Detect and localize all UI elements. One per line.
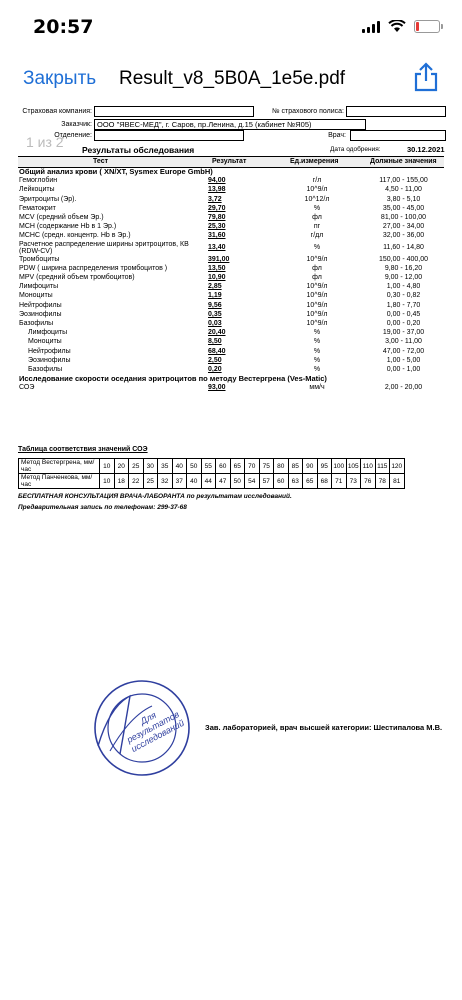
result-value: 0,03 [208, 320, 222, 328]
esr-value: 65 [230, 459, 245, 474]
test-name: MCV (средний объем Эр.) [19, 214, 104, 222]
esr-value: 90 [303, 459, 318, 474]
customer-field: ООО "ЯВЕС-МЕД", г. Саров, пр.Ленина, д.15 (кабинет №Я05) [94, 119, 366, 130]
esr-value: 55 [201, 459, 216, 474]
reference-cell: 1,80 - 7,70 [386, 301, 421, 309]
table-row [18, 231, 444, 240]
unit-cell: г/дл [310, 232, 324, 240]
esr-conversion-table [18, 458, 405, 489]
esr-value: 40 [187, 474, 202, 489]
reference-cell: 9,80 - 16,20 [384, 264, 423, 272]
esr-value: 95 [317, 459, 332, 474]
esr-value: 81 [390, 474, 405, 489]
table-row [18, 282, 444, 291]
reference-cell: 0,30 - 0,82 [386, 292, 421, 300]
esr-value: 60 [274, 474, 289, 489]
esr-value: 32 [158, 474, 173, 489]
reference-cell: 81,00 - 100,00 [380, 214, 427, 222]
insurance-policy-label: № страхового полиса: [272, 108, 344, 115]
esr-value: 71 [332, 474, 347, 489]
esr-value: 63 [288, 474, 303, 489]
esr-value: 105 [346, 459, 361, 474]
result-value: 9,56 [208, 301, 222, 309]
page-indicator: 1 из 2 [26, 134, 64, 150]
test-name: Тромбоциты [19, 255, 60, 263]
table-row [18, 328, 444, 337]
esr-value: 120 [390, 459, 405, 474]
table-row [18, 356, 444, 365]
col-result: Результат [212, 158, 247, 165]
result-cell [207, 204, 271, 213]
esr-value: 50 [230, 474, 245, 489]
esr-value: 54 [245, 474, 260, 489]
reference-cell: 4,50 - 11,00 [385, 186, 422, 194]
doctor-label: Врач: [328, 132, 346, 139]
test-name: Нейтрофилы [19, 301, 62, 309]
stamp-text: Для результатов исследований [125, 709, 186, 754]
esr-value: 25 [129, 459, 144, 474]
unit-cell: % [313, 204, 321, 212]
unit-cell: г/л [312, 177, 322, 185]
phone-note: Предварительная запись по телефонам: 299-37-68 [18, 504, 187, 511]
reference-cell: 35,00 - 45,00 [382, 204, 425, 212]
result-value: 29,70 [208, 204, 226, 212]
customer-label: Заказчик: [61, 121, 92, 128]
department-field [94, 130, 244, 141]
table-row [18, 291, 444, 300]
result-cell [207, 356, 271, 365]
esr-value: 35 [158, 459, 173, 474]
test-name: PDW ( ширина распределения тромбоцитов ) [19, 264, 168, 272]
result-cell [207, 273, 271, 282]
esr-method-label: Метод Вестергрена, мм/час [19, 459, 100, 474]
esr-value: 65 [303, 474, 318, 489]
department-label: Отделение: [54, 132, 92, 139]
result-cell [207, 310, 271, 319]
reference-cell: 47,00 - 72,00 [382, 347, 425, 355]
result-cell [207, 328, 271, 337]
share-icon[interactable] [413, 62, 439, 92]
result-cell [207, 347, 271, 356]
insurance-policy-field [346, 106, 446, 117]
unit-cell: % [313, 338, 321, 346]
esr-table-title: Таблица соответствия значений СОЭ [18, 446, 148, 453]
result-cell [207, 185, 271, 194]
unit-cell: 10^9/л [306, 255, 328, 263]
unit-cell: фл [312, 264, 322, 272]
table-row [18, 301, 444, 310]
test-name: Расчетное распределение ширины эритроцитов, КВ (RDW-CV) [19, 240, 189, 255]
unit-cell: 10^9/л [306, 186, 328, 194]
viewer-nav-bar [0, 56, 462, 100]
table-row [18, 167, 444, 176]
wifi-icon [388, 20, 406, 33]
test-name: Лимфоциты [28, 329, 68, 337]
reference-cell: 0,00 - 0,20 [386, 320, 421, 328]
table-row [18, 204, 444, 213]
result-value: 13,98 [208, 186, 226, 194]
col-unit: Ед.измерения [290, 158, 339, 165]
result-cell [207, 241, 271, 255]
reference-cell: 19,00 - 37,00 [382, 329, 425, 337]
test-name: MCH (содержание Hb в 1 Эр.) [19, 223, 117, 231]
result-value: 391,00 [208, 255, 230, 263]
esr-value: 68 [317, 474, 332, 489]
result-cell [207, 222, 271, 231]
test-name: Эозинофилы [19, 310, 62, 318]
result-cell [207, 319, 271, 328]
reference-cell: 11,60 - 14,80 [383, 244, 424, 252]
result-value: 8,50 [208, 338, 222, 346]
reference-cell: 27,00 - 34,00 [382, 223, 425, 231]
reference-cell: 9,00 - 12,00 [384, 274, 423, 282]
result-value: 0,20 [208, 366, 222, 374]
status-icons [362, 20, 440, 33]
battery-icon [414, 20, 440, 33]
reference-cell: 150,00 - 400,00 [378, 255, 429, 263]
consultation-note: БЕСПЛАТНАЯ КОНСУЛЬТАЦИЯ ВРАЧА-ЛАБОРАНТА по результатам исследований. [18, 493, 292, 500]
col-test: Тест [93, 158, 109, 165]
unit-cell: 10^9/л [306, 292, 328, 300]
result-value: 93,00 [208, 384, 226, 392]
reference-cell: 2,00 - 20,00 [384, 384, 423, 392]
table-row [18, 255, 444, 264]
test-name: Эритроциты (Эр). [19, 195, 77, 203]
esr-value: 50 [187, 459, 202, 474]
result-value: 94,00 [208, 177, 226, 185]
insurance-company-field [94, 106, 254, 117]
unit-cell: фл [312, 214, 322, 222]
esr-value: 25 [143, 474, 158, 489]
result-cell [207, 213, 271, 222]
esr-value: 10 [100, 459, 115, 474]
esr-method-label: Метод Панченкова, мм/час [19, 474, 100, 489]
table-row [18, 241, 444, 255]
test-name: Гематокрит [19, 204, 56, 212]
test-name: Гемоглобин [19, 177, 58, 185]
esr-value: 20 [114, 459, 129, 474]
reference-cell: 3,00 - 11,00 [385, 338, 422, 346]
esr-value: 30 [143, 459, 158, 474]
esr-value: 100 [332, 459, 347, 474]
unit-cell: 10^9/л [306, 310, 328, 318]
result-cell [207, 231, 271, 240]
unit-cell: % [313, 347, 321, 355]
esr-value: 78 [375, 474, 390, 489]
results-table [18, 167, 444, 393]
close-button[interactable]: Закрыть [23, 68, 97, 89]
result-cell [207, 301, 271, 310]
result-value: 3,72 [208, 195, 222, 203]
result-cell [207, 383, 271, 392]
result-cell [207, 176, 271, 185]
unit-cell: % [313, 366, 321, 374]
table-row [18, 374, 444, 383]
reference-cell: 0,00 - 1,00 [386, 366, 421, 374]
test-name: Моноциты [28, 338, 62, 346]
esr-value: 115 [375, 459, 390, 474]
unit-cell: 10^9/л [306, 301, 328, 309]
result-value: 0,35 [208, 310, 222, 318]
result-value: 68,40 [208, 347, 226, 355]
approval-date-label: Дата одобрения: [330, 146, 381, 153]
esr-value: 18 [114, 474, 129, 489]
esr-value: 40 [172, 459, 187, 474]
result-cell [207, 365, 271, 374]
status-time: 20:57 [33, 16, 94, 38]
table-section-title: Общий анализ крови ( XN/XT, Sysmex Europe GmbH) [19, 167, 213, 176]
approval-date-value: 30.12.2021 [407, 145, 445, 154]
esr-value: 80 [274, 459, 289, 474]
signature-line: Зав. лабораторией, врач высшей категории: Шестипалова М.В. [205, 723, 443, 732]
result-value: 13,50 [208, 264, 226, 272]
table-section-title: Исследование скорости оседания эритроцитов по методу Вестергрена (Ves-Matic) [19, 374, 327, 384]
unit-cell: 10^12/л [304, 195, 330, 203]
esr-value: 76 [361, 474, 376, 489]
unit-cell: мм/ч [309, 384, 325, 392]
result-value: 2,50 [208, 356, 222, 364]
esr-row [19, 474, 405, 489]
test-name: MCHC (средн. концентр. Hb в Эр.) [19, 232, 131, 240]
reference-cell: 1,00 - 5,00 [386, 356, 421, 364]
unit-cell: пг [313, 223, 321, 231]
result-cell [207, 264, 271, 273]
insurance-company-label: Страховая компания: [22, 108, 92, 115]
test-name: Базофилы [19, 320, 54, 328]
esr-value: 85 [288, 459, 303, 474]
reference-cell: 0,00 - 0,45 [386, 310, 421, 318]
section-title: Результаты обследования [82, 145, 195, 155]
esr-value: 47 [216, 474, 231, 489]
esr-value: 10 [100, 474, 115, 489]
esr-value: 44 [201, 474, 216, 489]
table-row [18, 319, 444, 328]
result-cell [207, 255, 271, 264]
test-name: Нейтрофилы [28, 347, 71, 355]
file-title: Result_v8_5B0A_1e5e.pdf [119, 68, 346, 89]
result-cell [207, 337, 271, 346]
unit-cell: фл [312, 274, 322, 282]
esr-value: 37 [172, 474, 187, 489]
unit-cell: 10^9/л [306, 283, 328, 291]
table-row [18, 310, 444, 319]
cellular-signal-icon [362, 20, 380, 33]
table-row [18, 337, 444, 346]
result-value: 10,90 [208, 274, 226, 282]
esr-value: 75 [259, 459, 274, 474]
doctor-field [350, 130, 446, 141]
col-ref: Должные значения [370, 158, 437, 165]
esr-value: 57 [259, 474, 274, 489]
reference-cell: 117,00 - 155,00 [379, 177, 428, 185]
esr-row [19, 459, 405, 474]
test-name: MPV (средний объем тромбоцитов) [19, 274, 135, 282]
table-row [18, 176, 444, 185]
table-row [18, 185, 444, 194]
test-name: СОЭ [19, 384, 35, 392]
result-cell [207, 291, 271, 300]
result-value: 1,19 [208, 292, 222, 300]
test-name: Лимфоциты [19, 283, 59, 291]
result-value: 25,30 [208, 223, 226, 231]
reference-cell: 3,80 - 5,10 [386, 195, 421, 203]
test-name: Базофилы [28, 366, 63, 374]
test-name: Лейкоциты [19, 186, 55, 194]
table-row [18, 195, 444, 204]
unit-cell: % [313, 356, 321, 364]
esr-value: 70 [245, 459, 260, 474]
result-value: 31,60 [208, 232, 226, 240]
table-row [18, 347, 444, 356]
test-name: Эозинофилы [28, 356, 71, 364]
status-bar [0, 0, 462, 56]
table-row [18, 264, 444, 273]
result-value: 79,80 [208, 214, 226, 222]
esr-value: 22 [129, 474, 144, 489]
table-row [18, 273, 444, 282]
test-name: Моноциты [19, 292, 53, 300]
esr-value: 110 [361, 459, 376, 474]
unit-cell: % [313, 244, 321, 252]
table-row [18, 383, 444, 392]
result-cell [207, 282, 271, 291]
table-row [18, 222, 444, 231]
esr-value: 73 [346, 474, 361, 489]
result-value: 2,85 [208, 283, 222, 291]
result-cell [207, 195, 271, 204]
result-value: 20,40 [208, 329, 226, 337]
reference-cell: 32,00 - 36,00 [382, 232, 425, 240]
result-value: 13,40 [208, 244, 226, 252]
unit-cell: 10^9/л [306, 320, 328, 328]
reference-cell: 1,00 - 4,80 [386, 283, 421, 291]
table-row [18, 213, 444, 222]
table-row [18, 365, 444, 374]
esr-value: 60 [216, 459, 231, 474]
unit-cell: % [313, 329, 321, 337]
